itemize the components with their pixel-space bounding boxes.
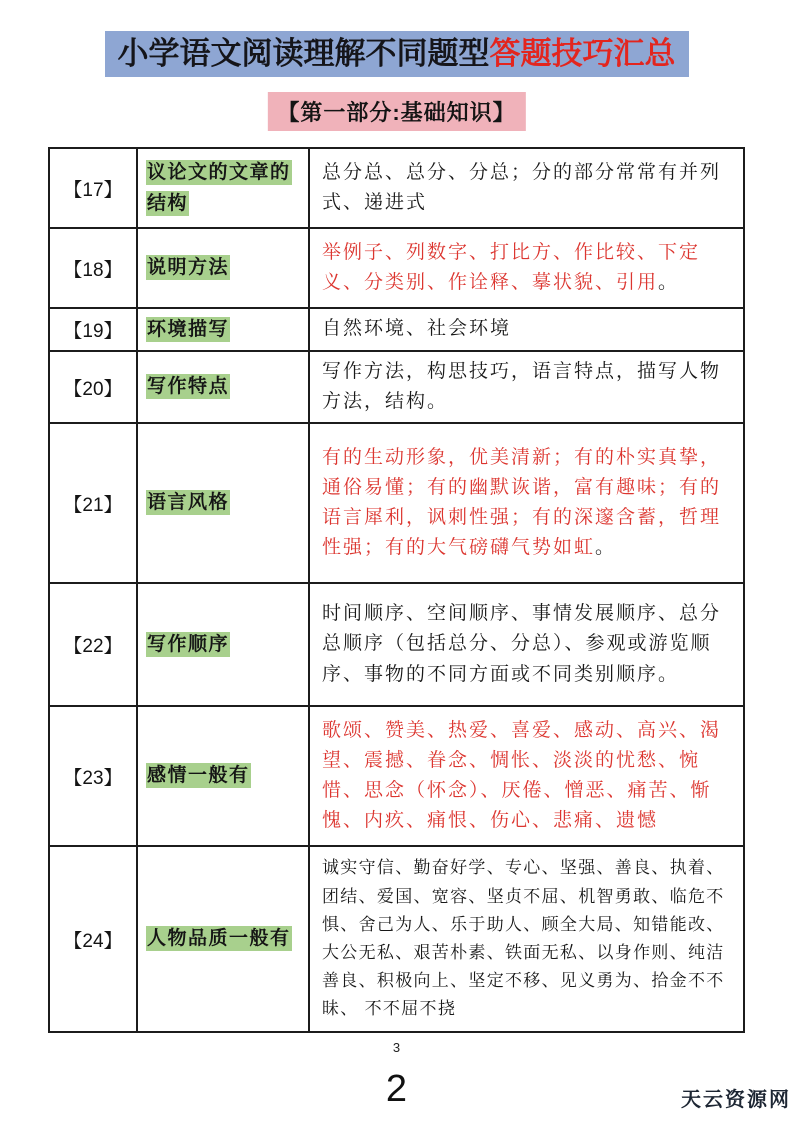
row-label: 环境描写 <box>147 318 230 340</box>
inner-page-number: 3 <box>392 1040 401 1055</box>
row-content-cell <box>309 308 744 351</box>
row-label-cell <box>137 706 309 846</box>
row-content: 时间顺序、空间顺序、事情发展顺序、总分总顺序（包括总分、分总）、参观或游览顺序、事物的不同方面或不同类别顺序。 <box>322 603 722 685</box>
table-row-20 <box>49 351 744 423</box>
row-content-cell <box>309 228 744 308</box>
row-label-cell <box>137 148 309 228</box>
row-label: 写作顺序 <box>147 633 230 655</box>
row-content-suffix: 。 <box>595 537 617 559</box>
row-content: 诚实守信、勤奋好学、专心、坚强、善良、执着、团结、爱国、宽容、坚贞不屈、机智勇敢、临危不惧、舍己为人、乐于助人、顾全大局、知错能改、大公无私、艰苦朴素、铁面无私、以身作则、纯洁善良、积极向上、坚定不移、见义勇为、拾金不不昧、 不不屈不挠 <box>322 858 725 1019</box>
row-label: 人物品质一般有 <box>147 928 291 950</box>
row-content: 写作方法，构思技巧，语言特点，描写人物方法，结构。 <box>322 360 722 412</box>
watermark: 天云资源网 <box>681 1089 791 1111</box>
table-row-17 <box>49 148 744 228</box>
row-content-cell <box>309 846 744 1032</box>
answer-technique-table <box>48 147 745 1033</box>
outer-page-number: 2 <box>385 1068 408 1110</box>
row-label: 说明方法 <box>147 257 230 279</box>
row-content-cell <box>309 583 744 706</box>
row-label-cell <box>137 228 309 308</box>
row-label-cell <box>137 423 309 583</box>
row-content: 总分总、总分、分总；分的部分常常有并列式、递进式 <box>322 161 722 213</box>
row-content-cell <box>309 351 744 423</box>
row-label-cell <box>137 308 309 351</box>
table-row-19 <box>49 308 744 351</box>
row-content-cell <box>309 423 744 583</box>
row-number: 【18】 <box>49 228 137 308</box>
row-label: 语言风格 <box>147 492 230 514</box>
row-label-cell <box>137 351 309 423</box>
table-row-18 <box>49 228 744 308</box>
row-content: 自然环境、社会环境 <box>322 318 512 340</box>
table-row-24 <box>49 846 744 1032</box>
row-number: 【23】 <box>49 706 137 846</box>
row-number: 【17】 <box>49 148 137 228</box>
row-number: 【22】 <box>49 583 137 706</box>
row-label-cell <box>137 846 309 1032</box>
section-heading: 【第一部分:基础知识】 <box>267 92 525 131</box>
row-number: 【24】 <box>49 846 137 1032</box>
row-label: 感情一般有 <box>147 765 250 787</box>
table-row-21 <box>49 423 744 583</box>
table-row-23 <box>49 706 744 846</box>
row-number: 【20】 <box>49 351 137 423</box>
row-label-cell <box>137 583 309 706</box>
title-red-text: 答题技巧汇总 <box>489 36 676 71</box>
row-number: 【21】 <box>49 423 137 583</box>
row-content-suffix: 。 <box>658 272 680 293</box>
row-number: 【19】 <box>49 308 137 351</box>
row-content: 有的生动形象，优美清新；有的朴实真挚，通俗易懂；有的幽默诙谐，富有趣味；有的语言犀利，讽刺性强；有的深邃含蓄，哲理性强；有的大气磅礴气势如虹 <box>322 446 722 559</box>
row-content: 歌颂、赞美、热爱、喜爱、感动、高兴、渴望、震撼、眷念、惆怅、淡淡的忧愁、惋惜、思念（怀念）、厌倦、憎恶、痛苦、惭愧、内疚、痛恨、伤心、悲痛、遗憾 <box>322 719 722 832</box>
row-content: 举例子、列数字、打比方、作比较、下定义、分类别、作诠释、摹状貌、引用 <box>322 241 701 293</box>
row-content-cell <box>309 706 744 846</box>
document-title <box>105 31 689 77</box>
row-label: 议论文的文章的结构 <box>147 161 291 214</box>
table-row-22 <box>49 583 744 706</box>
title-black-text: 小学语文阅读理解不同题型 <box>117 36 490 71</box>
row-content-cell <box>309 148 744 228</box>
row-label: 写作特点 <box>147 376 230 398</box>
